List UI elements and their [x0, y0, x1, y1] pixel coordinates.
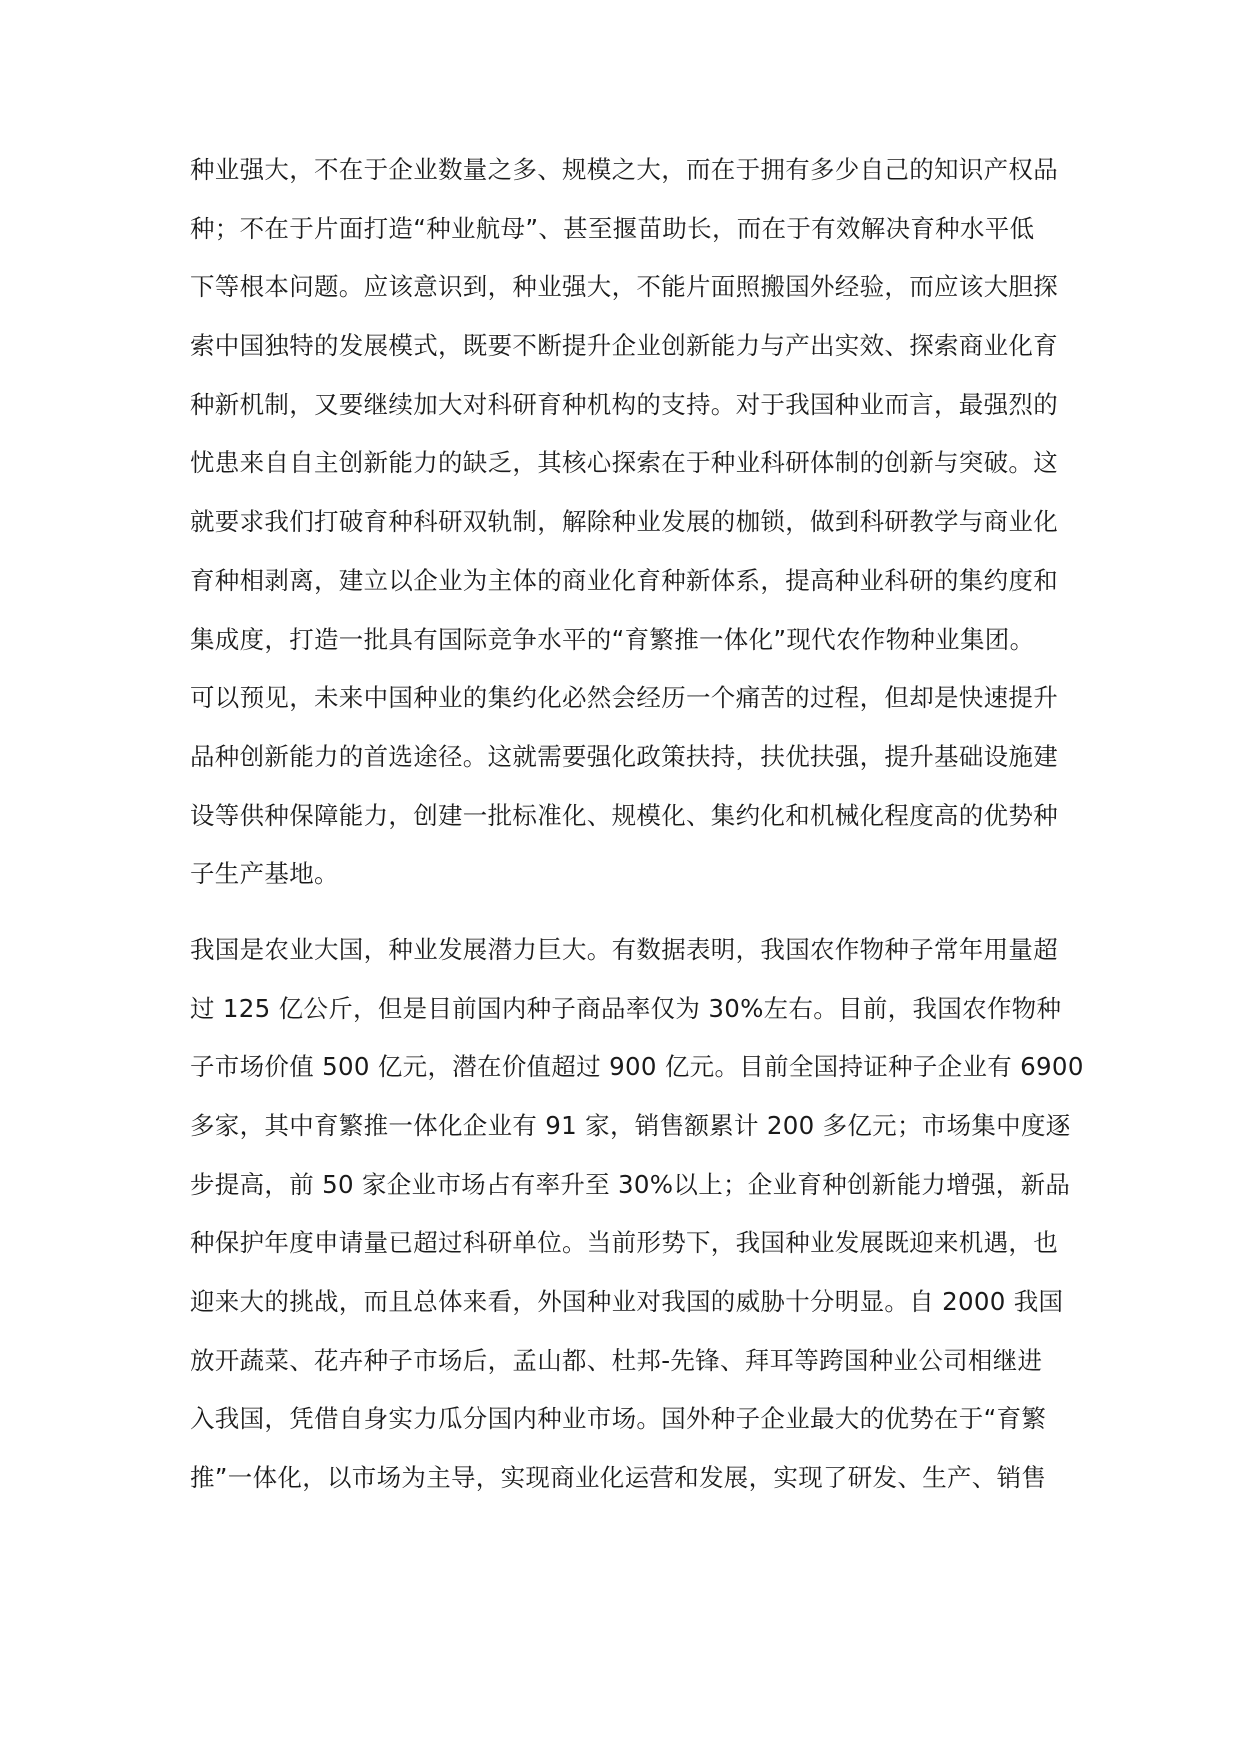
text-line: 种业强大，不在于企业数量之多、规模之大，而在于拥有多少自己的知识产权品: [190, 155, 1058, 184]
text-line: 品种创新能力的首选途径。这就需要强化政策扶持，扶优扶强，提升基础设施建: [190, 741, 1058, 771]
paragraph-spacer: [190, 916, 1070, 933]
text-line: 子市场价值 500 亿元，潜在价值超过 900 亿元。目前全国持证种子企业有 6900: [190, 1052, 1084, 1082]
paragraph-seed-market-data: [190, 933, 1084, 1520]
text-line: 集成度，打造一批具有国际竞争水平的“育繁推一体化”现代农作物种业集团。: [190, 624, 1035, 654]
text-line: 育种相剥离，建立以企业为主体的商业化育种新体系，提高种业科研的集约度和: [190, 565, 1058, 595]
text-line: 多家，其中育繁推一体化企业有 91 家，销售额累计 200 多亿元；市场集中度逐: [190, 1111, 1071, 1140]
text-line: 迎来大的挑战，而且总体来看，外国种业对我国的威胁十分明显。自 2000 我国: [190, 1287, 1064, 1317]
text-line: 索中国独特的发展模式，既要不断提升企业创新能力与产出实效、探索商业化育: [190, 331, 1058, 361]
document-body: [190, 153, 1084, 1520]
text-line: 下等根本问题。应该意识到，种业强大，不能片面照搬国外经验，而应该大胆探: [190, 272, 1058, 302]
text-line: 推”一体化，以市场为主导，实现商业化运营和发展，实现了研发、生产、销售: [190, 1463, 1047, 1493]
text-line: 可以预见，未来中国种业的集约化必然会经历一个痛苦的过程，但却是快速提升: [190, 683, 1058, 713]
text-line: 种；不在于片面打造“种业航母”、甚至揠苗助长，而在于有效解决育种水平低: [190, 213, 1035, 243]
paragraph-seed-industry-strength: [190, 153, 1070, 916]
text-line: 入我国，凭借自身实力瓜分国内种业市场。国外种子企业最大的优势在于“育繁: [190, 1404, 1047, 1434]
text-line: 步提高，前 50 家企业市场占有率升至 30%以上；企业育种创新能力增强，新品: [190, 1169, 1071, 1199]
text-line: 忧患来自自主创新能力的缺乏，其核心探索在于种业科研体制的创新与突破。这: [190, 448, 1058, 478]
text-line: 就要求我们打破育种科研双轨制，解除种业发展的枷锁，做到科研教学与商业化: [190, 507, 1058, 537]
text-line: 种新机制，又要继续加大对科研育种机构的支持。对于我国种业而言，最强烈的: [190, 389, 1058, 419]
text-line: 种保护年度申请量已超过科研单位。当前形势下，我国种业发展既迎来机遇，也: [190, 1228, 1058, 1258]
text-line: 放开蔬菜、花卉种子市场后，孟山都、杜邦-先锋、拜耳等跨国种业公司相继进: [190, 1345, 1043, 1375]
text-line: 子生产基地。: [190, 859, 339, 889]
text-line: 我国是农业大国，种业发展潜力巨大。有数据表明，我国农作物种子常年用量超: [190, 934, 1058, 964]
text-line: 过 125 亿公斤，但是目前国内种子商品率仅为 30%左右。目前，我国农作物种: [190, 993, 1062, 1023]
text-line: 设等供种保障能力，创建一批标准化、规模化、集约化和机械化程度高的优势种: [190, 800, 1058, 830]
